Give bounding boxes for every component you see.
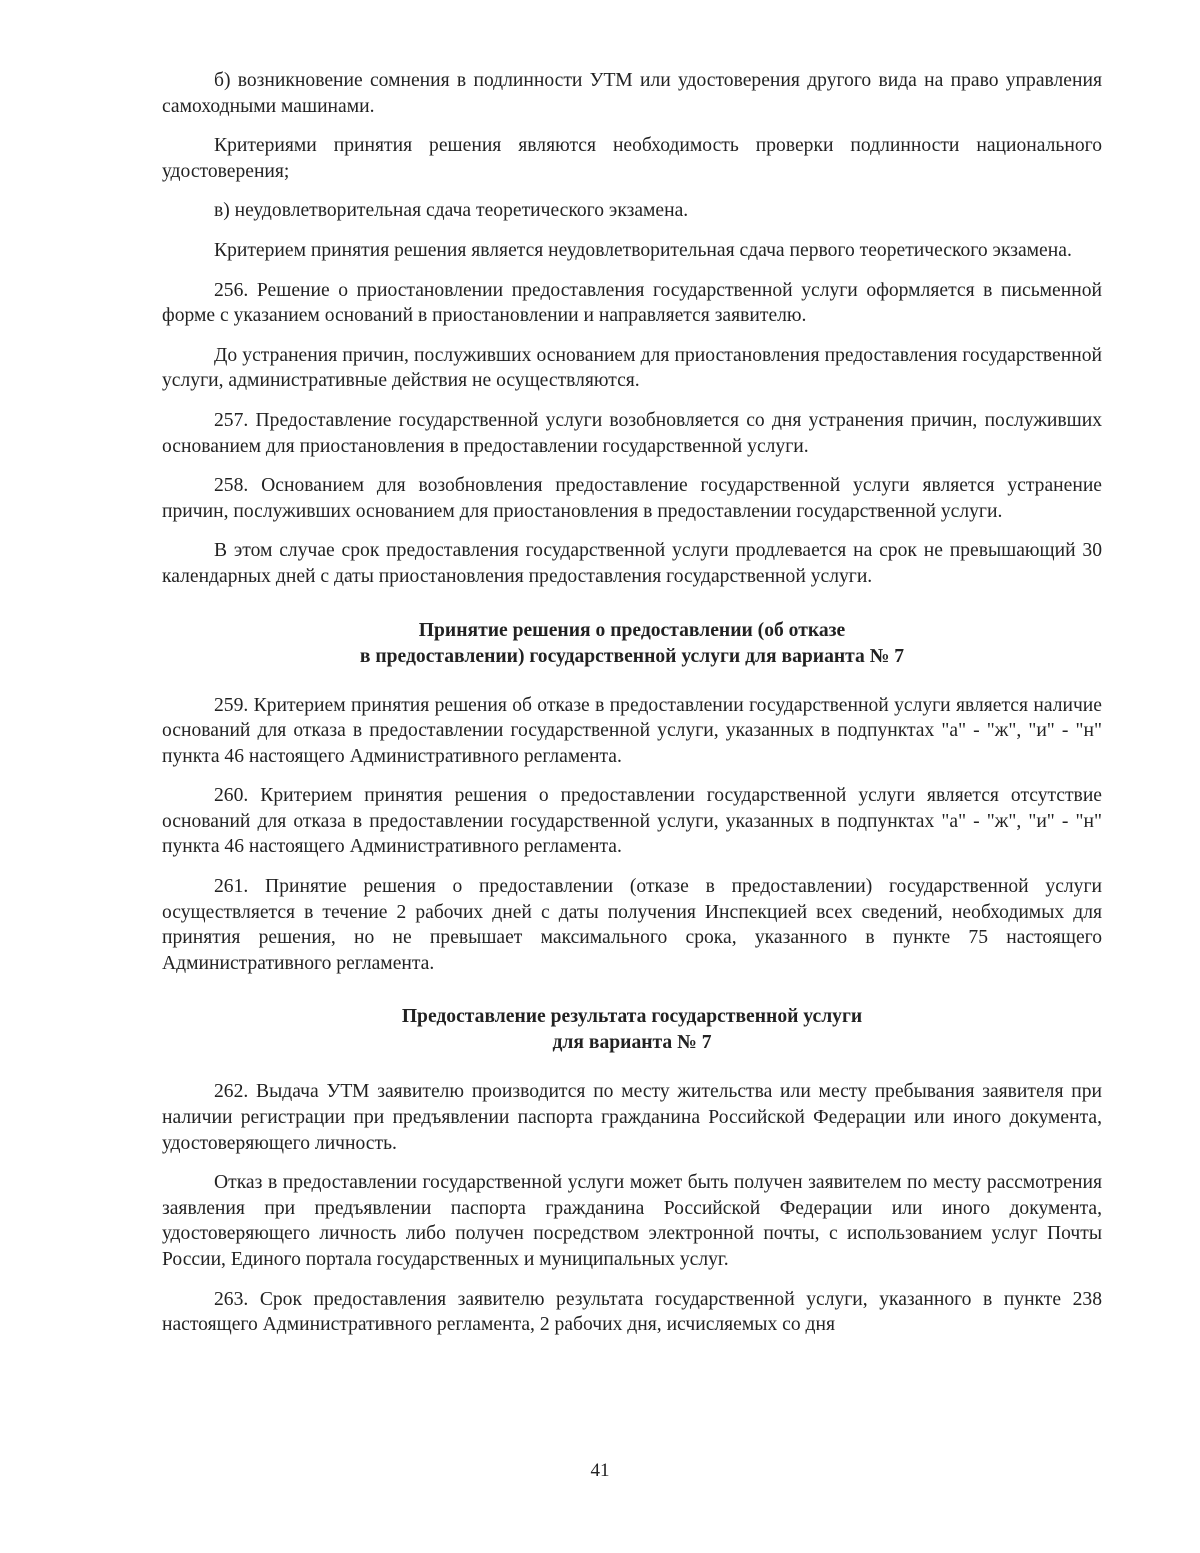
paragraph-refusal-receipt: Отказ в предоставлении государственной услуги может быть получен заявителем по месту рассмотрения заявления при предъявлении паспорта гражданина Российской Федерации или иного документа, удостоверяющего личность либо получен посредством электронной почты, с использованием услуг Почты России, Единого портала государственных и муниципальных услуг. bbox=[162, 1172, 1102, 1270]
paragraph-262: 262. Выдача УТМ заявителю производится по месту жительства или месту пребывания заявителя при наличии регистрации при предъявлении паспорта гражданина Российской Федерации или иного документа, удостоверяющего личность. bbox=[162, 1081, 1102, 1154]
paragraph-260: 260. Критерием принятия решения о предоставлении государственной услуги является отсутствие оснований для отказа в предоставлении государственной услуги, указанных в подпунктах "а" - "ж", "и" - "н" пункта 46 настоящего Административного регламента. bbox=[162, 785, 1102, 858]
paragraph-b-doubt-authenticity: б) возникновение сомнения в подлинности УТМ или удостоверения другого вида на право управления самоходными машинами. bbox=[162, 70, 1102, 117]
paragraph-258: 258. Основанием для возобновления предоставление государственной услуги является устранение причин, послуживших основанием для приостановления в предоставлении государственной услуги. bbox=[162, 475, 1102, 522]
document-page bbox=[162, 68, 1102, 1352]
paragraph-256: 256. Решение о приостановлении предоставления государственной услуги оформляется в письменной форме с указанием оснований в приостановлении и направляется заявителю. bbox=[162, 279, 1102, 327]
paragraph-extension-period: В этом случае срок предоставления государственной услуги продлевается на срок не превышающий 30 календарных дней с даты приостановления предоставления государственной услуги. bbox=[162, 540, 1102, 587]
heading-line: в предоставлении) государственной услуги для варианта № 7 bbox=[359, 645, 905, 667]
paragraph-261: 261. Принятие решения о предоставлении (отказе в предоставлении) государственной услуги осуществляется в течение 2 рабочих дней с даты получения Инспекцией всех сведений, необходимых для принятия решения, но не превышает максимального срока, указанного в пункте 75 настоящего Административного регламента. bbox=[162, 876, 1102, 974]
paragraph-until-elimination: До устранения причин, послуживших основанием для приостановления предоставления государственной услуги, административные действия не осуществляются. bbox=[162, 344, 1102, 392]
paragraph-263: 263. Срок предоставления заявителю результата государственной услуги, указанного в пункте 238 настоящего Административного регламента, 2 рабочих дня, исчисляемых со дня bbox=[162, 1288, 1102, 1336]
paragraph-criteria-authenticity: Критериями принятия решения являются необходимость проверки подлинности национального удостоверения; bbox=[162, 135, 1102, 182]
section-heading-result bbox=[162, 1004, 1102, 1056]
page-number: 41 bbox=[590, 1460, 610, 1481]
heading-line: Принятие решения о предоставлении (об отказе bbox=[418, 619, 846, 641]
paragraph-criterion-failed-exam: Критерием принятия решения является неудовлетворительная сдача первого теоретического экзамена. bbox=[214, 239, 1072, 261]
section-heading-decision bbox=[162, 618, 1102, 670]
heading-line: для варианта № 7 bbox=[552, 1032, 712, 1054]
paragraph-259: 259. Критерием принятия решения об отказе в предоставлении государственной услуги является наличие оснований для отказа в предоставлении государственной услуги, указанных в подпунктах "а" - "ж", "и" - "н" пункта 46 настоящего Административного регламента. bbox=[162, 694, 1102, 767]
paragraph-257: 257. Предоставление государственной услуги возобновляется со дня устранения причин, послуживших основанием для приостановления в предоставлении государственной услуги. bbox=[162, 409, 1102, 457]
heading-line: Предоставление результата государственной услуги bbox=[401, 1006, 863, 1028]
paragraph-v-failed-exam: в) неудовлетворительная сдача теоретического экзамена. bbox=[214, 200, 689, 222]
